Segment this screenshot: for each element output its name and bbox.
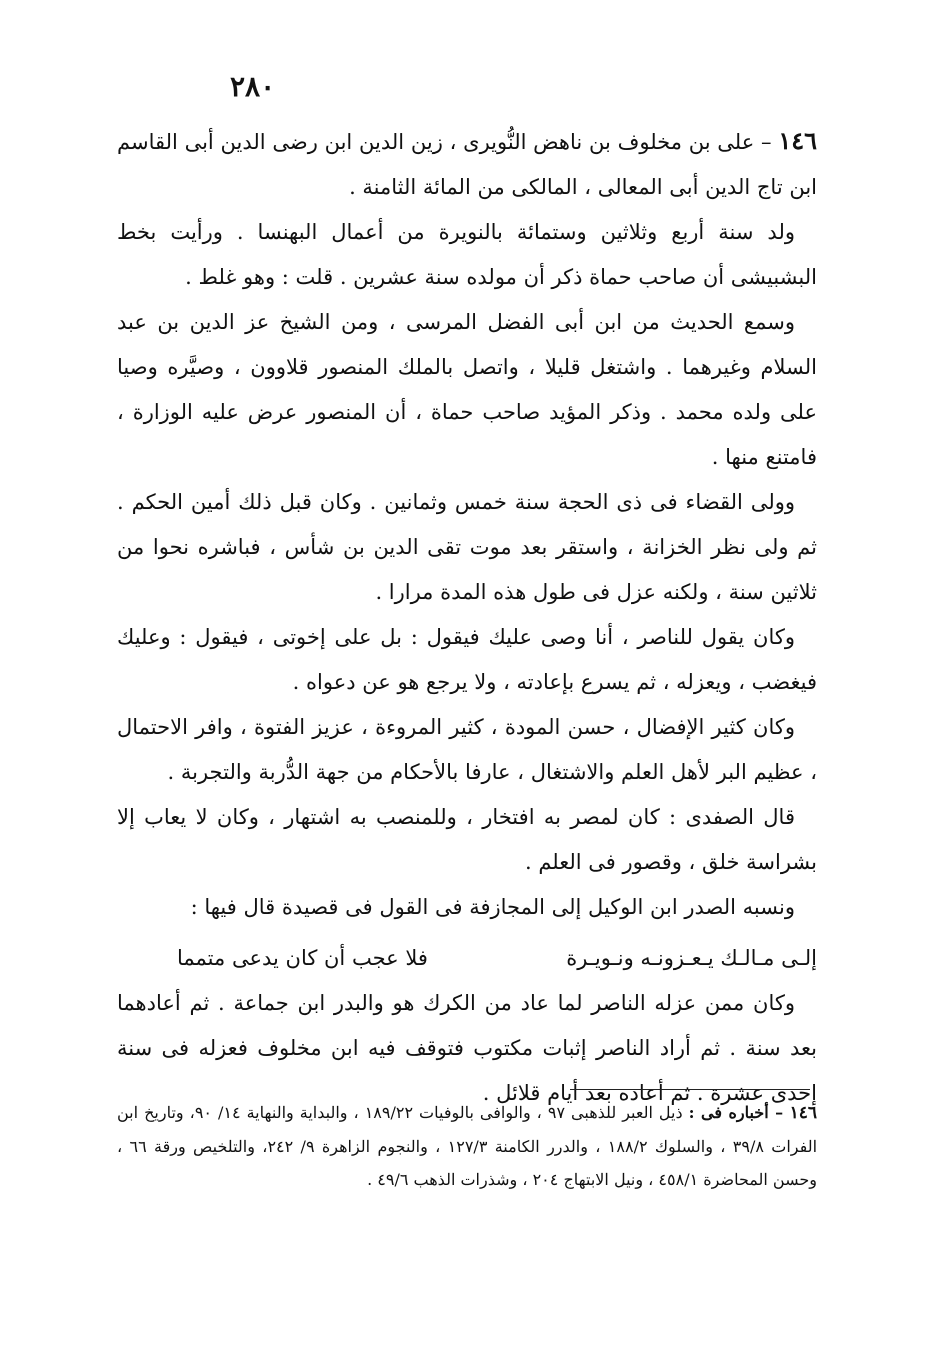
paragraph-closing: وكان ممن عزله الناصر لما عاد من الكرك هو والبدر ابن جماعة . ثم أعادهما بعد سنة . ثم أراد الناصر إثبات مكتوب فتوقف فيه ابن مخلوف فعزله فى سنة إحدى عشرة . ثم أعاده بعد أيام قلائل . bbox=[117, 991, 817, 1105]
main-text bbox=[117, 118, 817, 1116]
footnote-divider bbox=[570, 1089, 810, 1090]
paragraph-judgeship: وولى القضاء فى ذى الحجة سنة خمس وثمانين . وكان قبل ذلك أمين الحكم . ثم ولى نظر الخزانة ، واستقر بعد موت تقى الدين بن شأس ، فباشره نحوا من ثلاثين سنة ، ولكنه عزل فى طول هذه المدة مرارا . bbox=[117, 490, 817, 604]
verse-line bbox=[117, 936, 817, 981]
entry-dash: – bbox=[754, 130, 779, 154]
footnote-text: ذيل العبر للذهبى ٩٧ ، والوافى بالوفيات ١٨٩/٢٢ ، والبداية والنهاية ١٤/ ٩٠، وتاريخ ابن الفرات ٣٩/٨ ، والسلوك ١٨٨/٢ ، والدرر الكامنة ١٢٧/٣ ، والنجوم الزاهرة ٩/ ٢٤٢، والتلخيص ورقة ٦٦ ، وحسن المحاضرة ٤٥٨/١ ، ونيل الابتهاج ٢٠٤ ، وشذرات الذهب ٤٩/٦ . bbox=[117, 1103, 818, 1189]
entry-heading bbox=[117, 118, 817, 210]
verse-hemistich-1: إلـى مـالـك يـعـزونـه ونـويـرة bbox=[566, 946, 817, 970]
paragraph-safadi: قال الصفدى : كان لمصر به افتخار ، وللمنصب به اشتهار ، وكان لا يعاب إلا بشراسة خلق ، وقصور فى العلم . bbox=[117, 805, 817, 874]
footnote-dash: – bbox=[768, 1103, 790, 1122]
paragraph-ibn-wakil: ونسبه الصدر ابن الوكيل إلى المجازفة فى القول فى قصيدة قال فيها : bbox=[190, 895, 795, 919]
footnotes bbox=[117, 1096, 817, 1196]
paragraph-virtues: وكان كثير الإفضال ، حسن المودة ، كثير المروءة ، عزيز الفتوة ، وافر الاحتمال ، عظيم البر لأهل العلم والاشتغال ، عارفا بالأحكام من جهة الدُّربة والتجربة . bbox=[117, 715, 817, 784]
paragraph-birth: ولد سنة أربع وثلاثين وستمائة بالنويرة من أعمال البهنسا . ورأيت بخط البشبيشى أن صاحب حماة ذكر أن مولده سنة عشرين . قلت : وهو غلط . bbox=[117, 220, 817, 289]
footnote-number: ١٤٦ bbox=[789, 1103, 818, 1123]
entry-number: ١٤٦ bbox=[778, 126, 817, 155]
entry-heading-text: على بن مخلوف بن ناهض النُّويرى ، زين الدين ابن رضى الدين أبى القاسم ابن تاج الدين أبى المعالى ، المالكى من المائة الثامنة . bbox=[117, 130, 817, 199]
verse-hemistich-2: فلا عجب أن كان يدعى متمما bbox=[177, 946, 428, 970]
page-number: ٢٨٠ bbox=[230, 70, 276, 103]
paragraph-studies: وسمع الحديث من ابن أبى الفضل المرسى ، ومن الشيخ عز الدين بن عبد السلام وغيرهما . واشتغل قليلا ، واتصل بالملك المنصور قلاوون ، وصيَّره وصيا على ولده محمد . وذكر المؤيد صاحب حماة ، أن المنصور عرض عليه الوزارة ، فامتنع منها . bbox=[117, 310, 817, 469]
footnote-label: أخباره فى : bbox=[688, 1103, 769, 1122]
paragraph-nasir: وكان يقول للناصر ، أنا وصى عليك فيقول : بل على إخوتى ، فيقول : وعليك فيغضب ، ويعزله ، ثم يسرع بإعادته ، ولا يرجع هو عن دعواه . bbox=[117, 625, 817, 694]
